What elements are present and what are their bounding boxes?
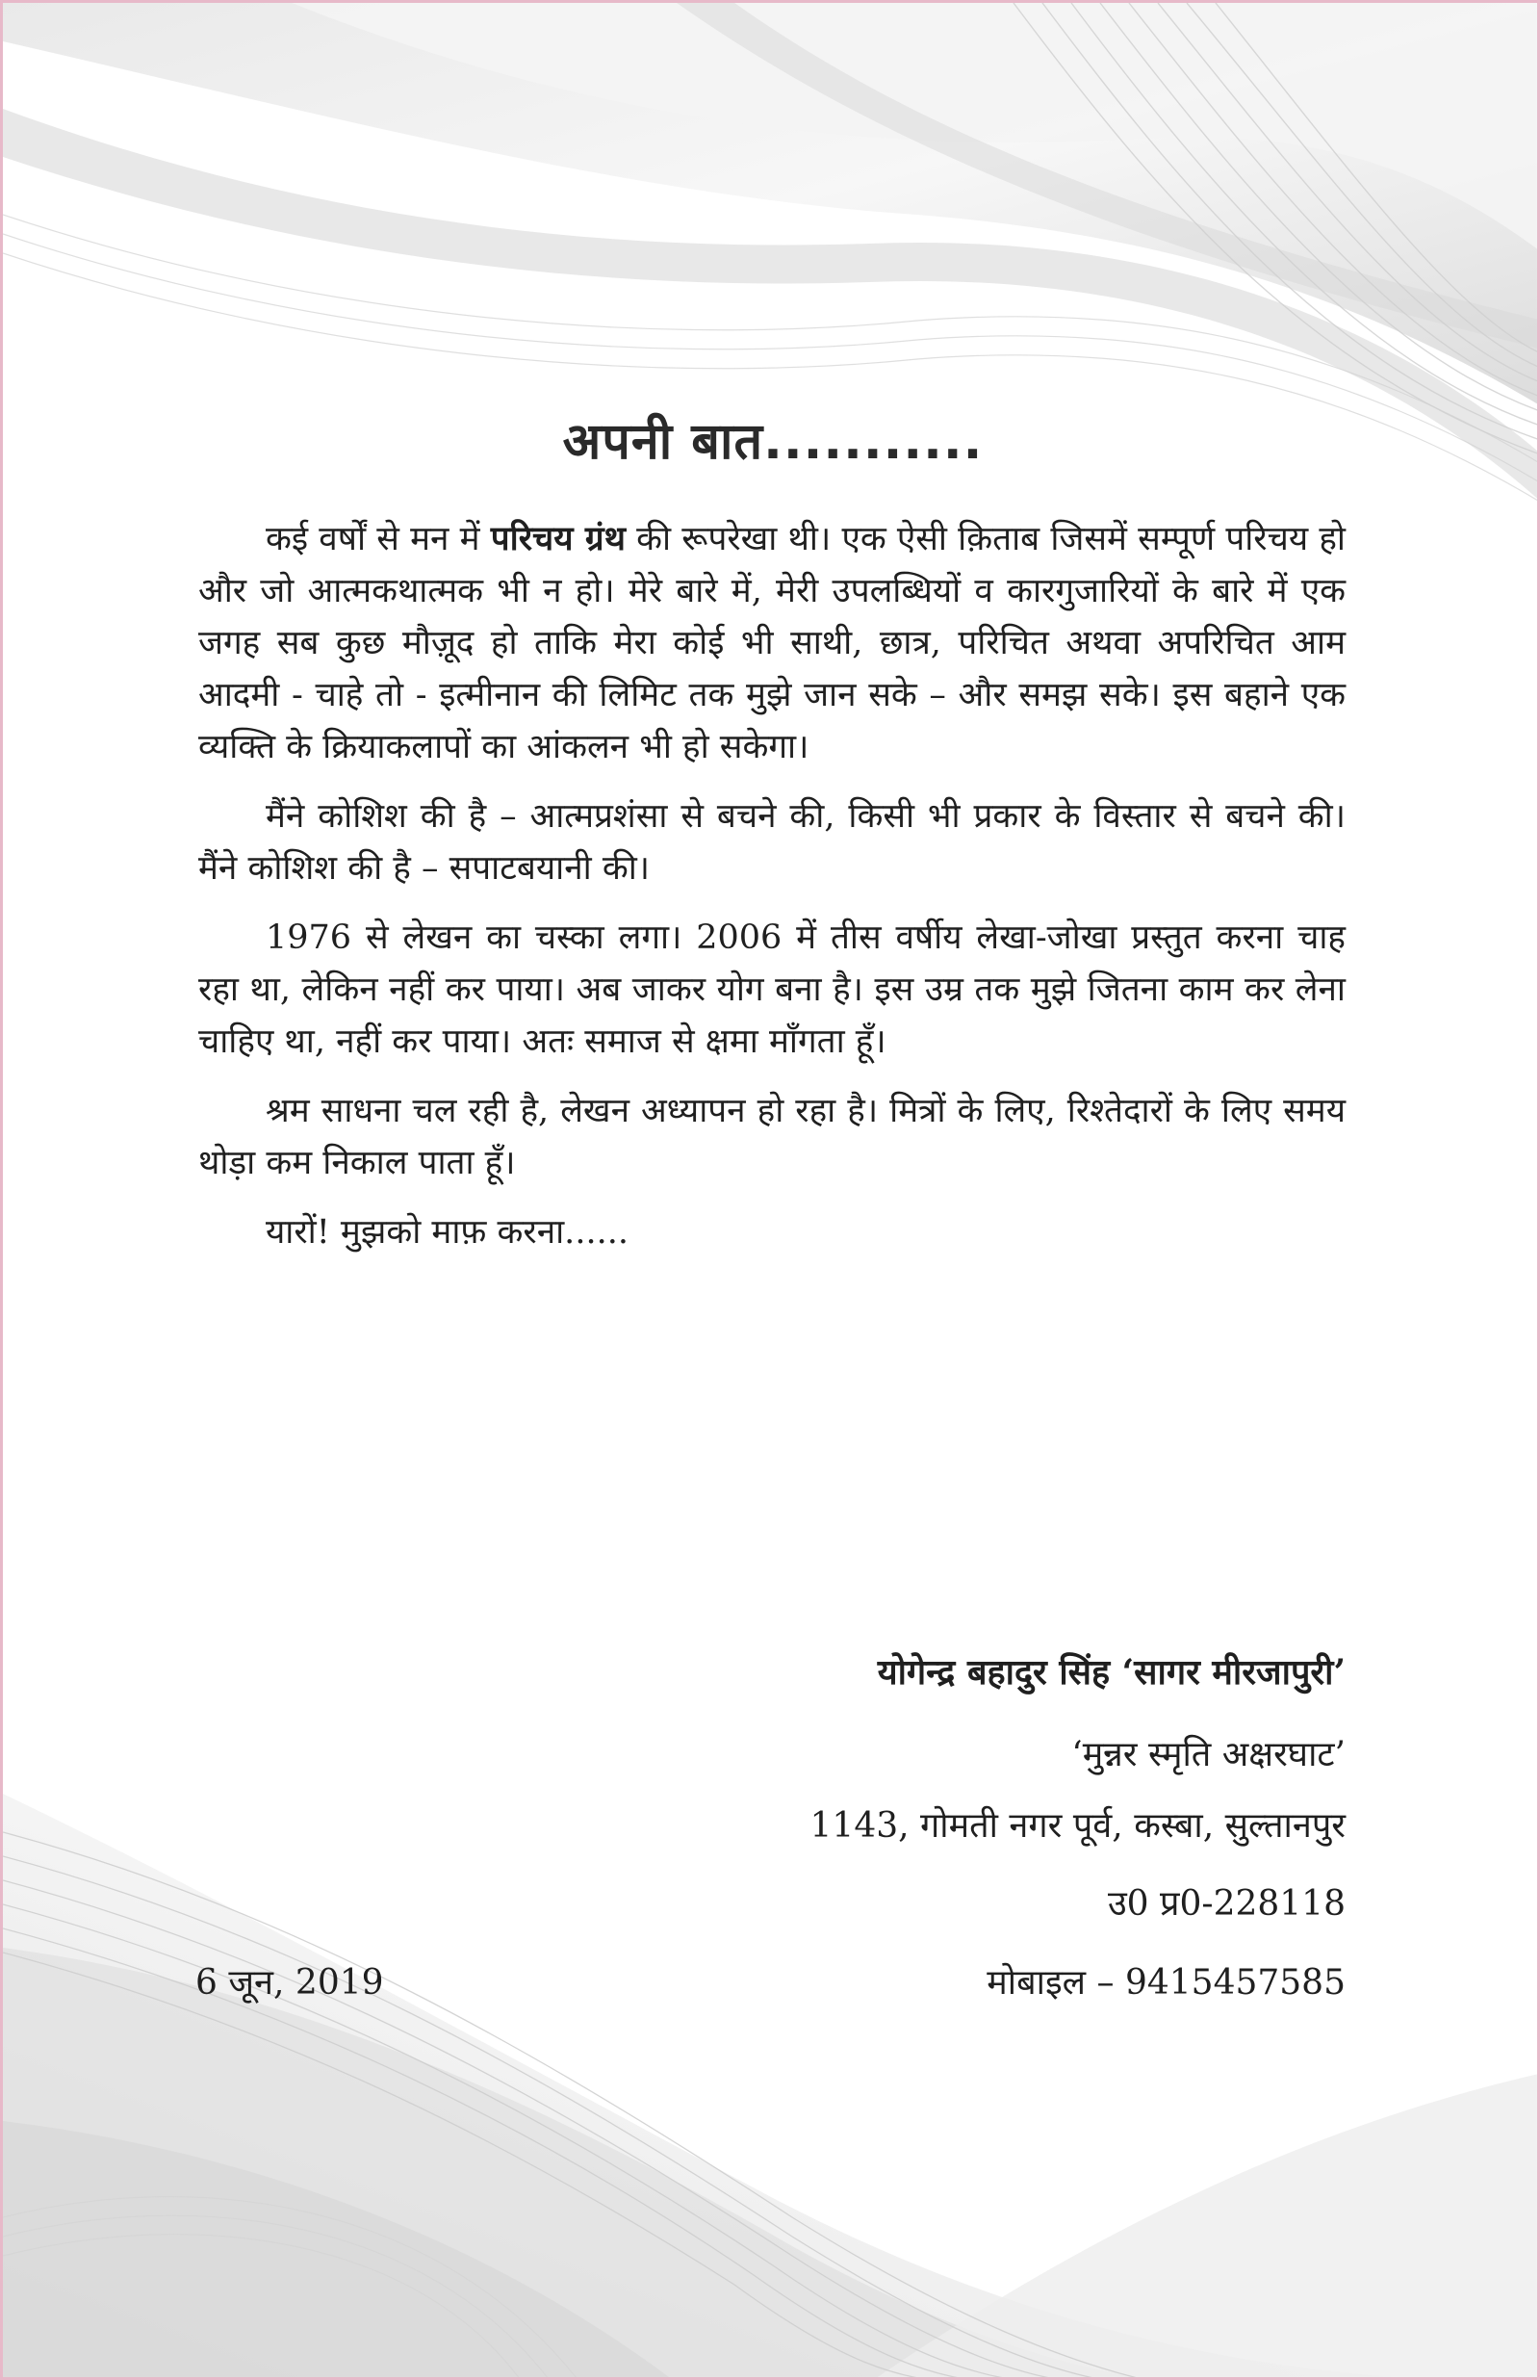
paragraph-5: यारों! मुझको माफ़ करना...... [266,1213,629,1252]
author-mobile: मोबाइल – 9415457585 [987,1963,1346,2003]
page-title: अपनी बात........... [562,413,984,471]
author-address-line-2: 1143, गोमती नगर पूर्व, कस्बा, सुल्तानपुर [809,1806,1346,1846]
body-text [198,513,1346,1276]
paragraph-4: श्रम साधना चल रही है, लेखन अध्यापन हो रहा है। मित्रों के लिए, रिश्तेदारों के लिए समय थोड़ा कम निकाल पाता हूँ। [198,1092,1346,1182]
paragraph-3: 1976 से लेखन का चस्का लगा। 2006 में तीस वर्षीय लेखा-जोखा प्रस्तुत करना चाह रहा था, लेकिन नहीं कर पाया। अब जाकर योग बना है। इस उम्र तक मुझे जितना काम कर लेना चाहिए था, नहीं कर पाया। अतः समाज से क्षमा माँगता हूँ। [198,918,1346,1061]
author-address-line-1: ‘मुन्नर स्मृति अक्षरघाट’ [1071,1735,1346,1774]
author-name: योगेन्द्र बहादुर सिंह ‘सागर मीरजापुरी’ [877,1652,1346,1693]
author-address-line-3: उ0 प्र0-228118 [1107,1884,1346,1924]
paragraph-2: मैंने कोशिश की है – आत्मप्रशंसा से बचने की, किसी भी प्रकार के विस्तार से बचने की। मैंने कोशिश की है – सपाटबयानी की। [198,797,1346,888]
paragraph-1-before: कई वर्षों से मन में [266,520,491,558]
paragraph-1-bold-term: परिचय ग्रंथ [490,519,626,558]
paragraph-1 [198,513,1346,773]
paragraph-1-after: की रूपरेखा थी। एक ऐसी क़िताब जिसमें सम्पूर्ण परिचय हो और जो आत्मकथात्मक भी न हो। मेरे बारे में, मेरी उपलब्धियों व कारगुजारियों के बारे में एक जगह सब कुछ मौज़ूद हो ताकि मेरा कोई भी साथी, छात्र, परिचित अथवा अपरिचित आम आदमी - चाहे तो - इत्मीनान की लिमिट तक मुझे जान सके – और समझ सके। इस बहाने एक व्यक्ति के क्रियाकलापों का आंकलन भी हो सकेगा। [198,520,1347,766]
date-text: 6 जून, 2019 [195,1963,384,2003]
